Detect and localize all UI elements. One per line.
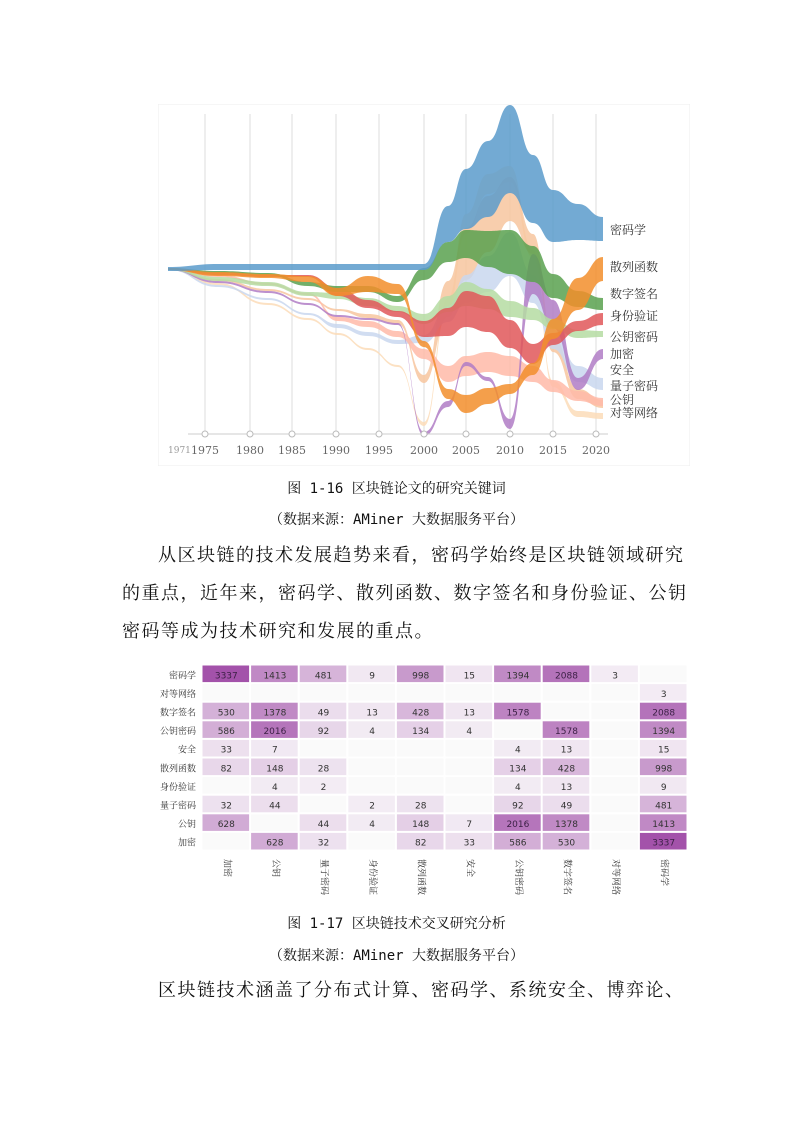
cell-value: 1578 bbox=[506, 708, 530, 719]
column-label: 公钥密码 bbox=[512, 859, 523, 896]
cell-value: 628 bbox=[217, 820, 235, 831]
series-label: 数字签名 bbox=[610, 287, 659, 301]
heatmap-cell bbox=[591, 814, 639, 832]
cell-value: 82 bbox=[414, 838, 427, 849]
cell-value: 49 bbox=[317, 708, 330, 719]
cell-value: 49 bbox=[560, 801, 573, 812]
heatmap-cell bbox=[348, 739, 396, 757]
heatmap-cell bbox=[591, 684, 639, 702]
heatmap-cell bbox=[348, 832, 396, 850]
x-tick-label: 1980 bbox=[236, 444, 264, 457]
x-tick-label: 1990 bbox=[322, 444, 350, 457]
series-label: 对等网络 bbox=[610, 406, 659, 420]
cell-value: 3337 bbox=[652, 838, 676, 849]
cell-value: 530 bbox=[557, 838, 576, 849]
heatmap-cell bbox=[251, 814, 299, 832]
heatmap-cell bbox=[591, 739, 639, 757]
cell-value: 2088 bbox=[555, 671, 578, 682]
paragraph-2 bbox=[122, 972, 685, 1010]
figure2-caption: 图 1-17 区块链技术交叉研究分析 bbox=[287, 916, 506, 932]
cell-value: 82 bbox=[220, 764, 233, 775]
heatmap-cell bbox=[591, 702, 639, 720]
heatmap-cell bbox=[396, 758, 444, 776]
cell-value: 33 bbox=[220, 745, 233, 756]
cell-value: 44 bbox=[269, 801, 281, 812]
cell-value: 9 bbox=[369, 671, 375, 682]
cell-value: 32 bbox=[317, 838, 330, 849]
cell-value: 33 bbox=[463, 838, 476, 849]
heatmap-cell bbox=[396, 777, 444, 795]
cell-value: 15 bbox=[463, 671, 476, 682]
heatmap-cell bbox=[348, 777, 396, 795]
heatmap-cell bbox=[445, 739, 493, 757]
cell-value: 428 bbox=[557, 764, 576, 775]
series-label: 身份验证 bbox=[610, 309, 659, 323]
column-label: 密码学 bbox=[658, 859, 669, 887]
cell-value: 428 bbox=[412, 708, 430, 719]
cell-value: 4 bbox=[272, 782, 278, 793]
cell-value: 13 bbox=[366, 708, 378, 719]
cell-value: 530 bbox=[217, 708, 235, 719]
row-label: 公钥 bbox=[177, 820, 196, 831]
cell-value: 4 bbox=[515, 745, 521, 756]
heatmap-cell bbox=[494, 721, 542, 739]
heatmap-cell bbox=[591, 721, 639, 739]
column-label: 对等网络 bbox=[610, 859, 621, 896]
cell-value: 2016 bbox=[263, 727, 287, 738]
row-label: 量子密码 bbox=[160, 801, 196, 812]
cell-value: 481 bbox=[655, 801, 673, 812]
heatmap-cell bbox=[542, 684, 590, 702]
cell-value: 4 bbox=[466, 727, 473, 738]
cell-value: 4 bbox=[515, 782, 521, 793]
x-tick-marker bbox=[289, 431, 295, 437]
heatmap-cell bbox=[591, 777, 639, 795]
column-label: 加密 bbox=[221, 859, 232, 878]
cell-value: 3337 bbox=[214, 671, 238, 682]
series-label: 密码学 bbox=[610, 223, 647, 237]
cell-value: 44 bbox=[317, 820, 330, 831]
cell-value: 92 bbox=[317, 727, 330, 738]
cell-value: 134 bbox=[412, 727, 430, 738]
row-label: 身份验证 bbox=[160, 782, 196, 793]
x-tick-marker bbox=[333, 431, 339, 437]
cell-value: 28 bbox=[317, 764, 330, 775]
paragraph-1 bbox=[122, 537, 688, 651]
cell-value: 13 bbox=[560, 745, 573, 756]
heatmap-cell bbox=[542, 702, 590, 720]
column-label: 安全 bbox=[464, 859, 475, 878]
cell-value: 2088 bbox=[652, 708, 676, 719]
cell-value: 481 bbox=[314, 671, 333, 682]
cell-value: 9 bbox=[660, 782, 667, 793]
series-label: 加密 bbox=[610, 347, 635, 361]
x-tick-label: 2005 bbox=[452, 444, 480, 457]
x-tick-label: 1995 bbox=[365, 444, 393, 457]
heatmap-cell bbox=[251, 684, 299, 702]
cell-value: 15 bbox=[657, 745, 670, 756]
heatmap-cell bbox=[396, 684, 444, 702]
cross-research-heatmap bbox=[160, 660, 692, 904]
paragraph-line: 密码等成为技术研究和发展的重点。 bbox=[122, 621, 434, 642]
cell-value: 3 bbox=[612, 671, 618, 682]
cell-value: 32 bbox=[220, 801, 233, 812]
heatmap-cell bbox=[445, 758, 493, 776]
row-label: 密码学 bbox=[168, 671, 196, 682]
row-label: 数字签名 bbox=[160, 708, 196, 719]
heatmap-cell bbox=[202, 777, 250, 795]
cell-value: 586 bbox=[217, 727, 235, 738]
cell-value: 28 bbox=[414, 801, 427, 812]
paragraph-line: 区块链技术涵盖了分布式计算、密码学、系统安全、博弈论、 bbox=[158, 980, 685, 1001]
series-label: 安全 bbox=[610, 363, 635, 377]
cell-value: 998 bbox=[412, 671, 430, 682]
row-label: 安全 bbox=[177, 745, 196, 756]
cell-value: 2 bbox=[369, 801, 375, 812]
x-tick-marker bbox=[376, 431, 382, 437]
cell-value: 1578 bbox=[555, 727, 578, 738]
x-tick-marker bbox=[463, 431, 469, 437]
series-label: 公钥 bbox=[610, 393, 635, 407]
heatmap-cell bbox=[299, 795, 347, 813]
x-tick-marker bbox=[593, 431, 599, 437]
x-tick-label: 2010 bbox=[496, 444, 524, 457]
cell-value: 7 bbox=[272, 745, 278, 756]
x-tick-label: 1975 bbox=[191, 444, 219, 457]
x-tick-label: 1971 bbox=[168, 446, 191, 456]
heatmap-cell bbox=[591, 758, 639, 776]
series-label: 散列函数 bbox=[610, 260, 659, 274]
cell-value: 1413 bbox=[652, 820, 676, 831]
row-label: 散列函数 bbox=[160, 764, 196, 775]
cell-value: 1378 bbox=[263, 708, 287, 719]
cell-value: 1378 bbox=[555, 820, 578, 831]
paragraph-line: 的重点，近年来，密码学、散列函数、数字签名和身份验证、公钥 bbox=[122, 583, 688, 604]
figure1-source: （数据来源：AMiner 大数据服务平台） bbox=[268, 512, 524, 528]
heatmap-cell bbox=[348, 758, 396, 776]
cell-value: 1413 bbox=[263, 671, 287, 682]
x-tick-marker bbox=[550, 431, 556, 437]
cell-value: 3 bbox=[660, 689, 667, 700]
cell-value: 1394 bbox=[652, 727, 676, 738]
cell-value: 13 bbox=[463, 708, 476, 719]
cell-value: 13 bbox=[560, 782, 573, 793]
cell-value: 628 bbox=[266, 838, 284, 849]
column-label: 身份验证 bbox=[367, 859, 378, 896]
column-label: 散列函数 bbox=[415, 859, 426, 896]
cell-value: 92 bbox=[512, 801, 524, 812]
x-tick-marker bbox=[507, 431, 513, 437]
x-tick-marker bbox=[247, 431, 253, 437]
series-label: 量子密码 bbox=[610, 379, 659, 393]
heatmap-cell bbox=[299, 684, 347, 702]
column-label: 数字签名 bbox=[561, 859, 572, 896]
cell-value: 7 bbox=[466, 820, 473, 831]
x-tick-label: 1985 bbox=[278, 444, 306, 457]
x-tick-label: 2020 bbox=[582, 444, 610, 457]
heatmap-cell bbox=[591, 832, 639, 850]
cell-value: 2 bbox=[320, 782, 327, 793]
heatmap-cell bbox=[396, 739, 444, 757]
row-label: 对等网络 bbox=[160, 689, 196, 700]
row-label: 公钥密码 bbox=[160, 727, 196, 738]
heatmap-cell bbox=[445, 777, 493, 795]
figure1-caption: 图 1-16 区块链论文的研究关键词 bbox=[287, 481, 506, 497]
keyword-streamgraph bbox=[158, 104, 690, 466]
x-tick-label: 2000 bbox=[410, 444, 438, 457]
cell-value: 134 bbox=[509, 764, 527, 775]
heatmap-cell bbox=[445, 684, 493, 702]
cell-value: 586 bbox=[509, 838, 527, 849]
column-label: 量子密码 bbox=[318, 859, 329, 896]
x-tick-marker bbox=[202, 431, 208, 437]
cell-value: 148 bbox=[412, 820, 430, 831]
cell-value: 2016 bbox=[506, 820, 530, 831]
cell-value: 998 bbox=[655, 764, 673, 775]
cell-value: 4 bbox=[369, 727, 375, 738]
x-tick-marker bbox=[421, 431, 427, 437]
heatmap-cell bbox=[494, 684, 542, 702]
heatmap-cell bbox=[202, 832, 250, 850]
row-label: 加密 bbox=[177, 838, 196, 849]
cell-value: 148 bbox=[266, 764, 284, 775]
heatmap-cell bbox=[299, 739, 347, 757]
heatmap-cell bbox=[445, 795, 493, 813]
heatmap-cell bbox=[591, 795, 639, 813]
cell-value: 1394 bbox=[506, 671, 530, 682]
heatmap-cell bbox=[202, 684, 250, 702]
column-label: 公钥 bbox=[269, 859, 280, 878]
heatmap-cell bbox=[348, 684, 396, 702]
series-label: 公钥密码 bbox=[610, 330, 659, 344]
cell-value: 4 bbox=[369, 820, 375, 831]
x-tick-label: 2015 bbox=[539, 444, 567, 457]
figure2-source: （数据来源：AMiner 大数据服务平台） bbox=[268, 948, 524, 964]
heatmap-cell bbox=[639, 665, 687, 683]
paragraph-line: 从区块链的技术发展趋势来看，密码学始终是区块链领域研究 bbox=[158, 545, 685, 566]
